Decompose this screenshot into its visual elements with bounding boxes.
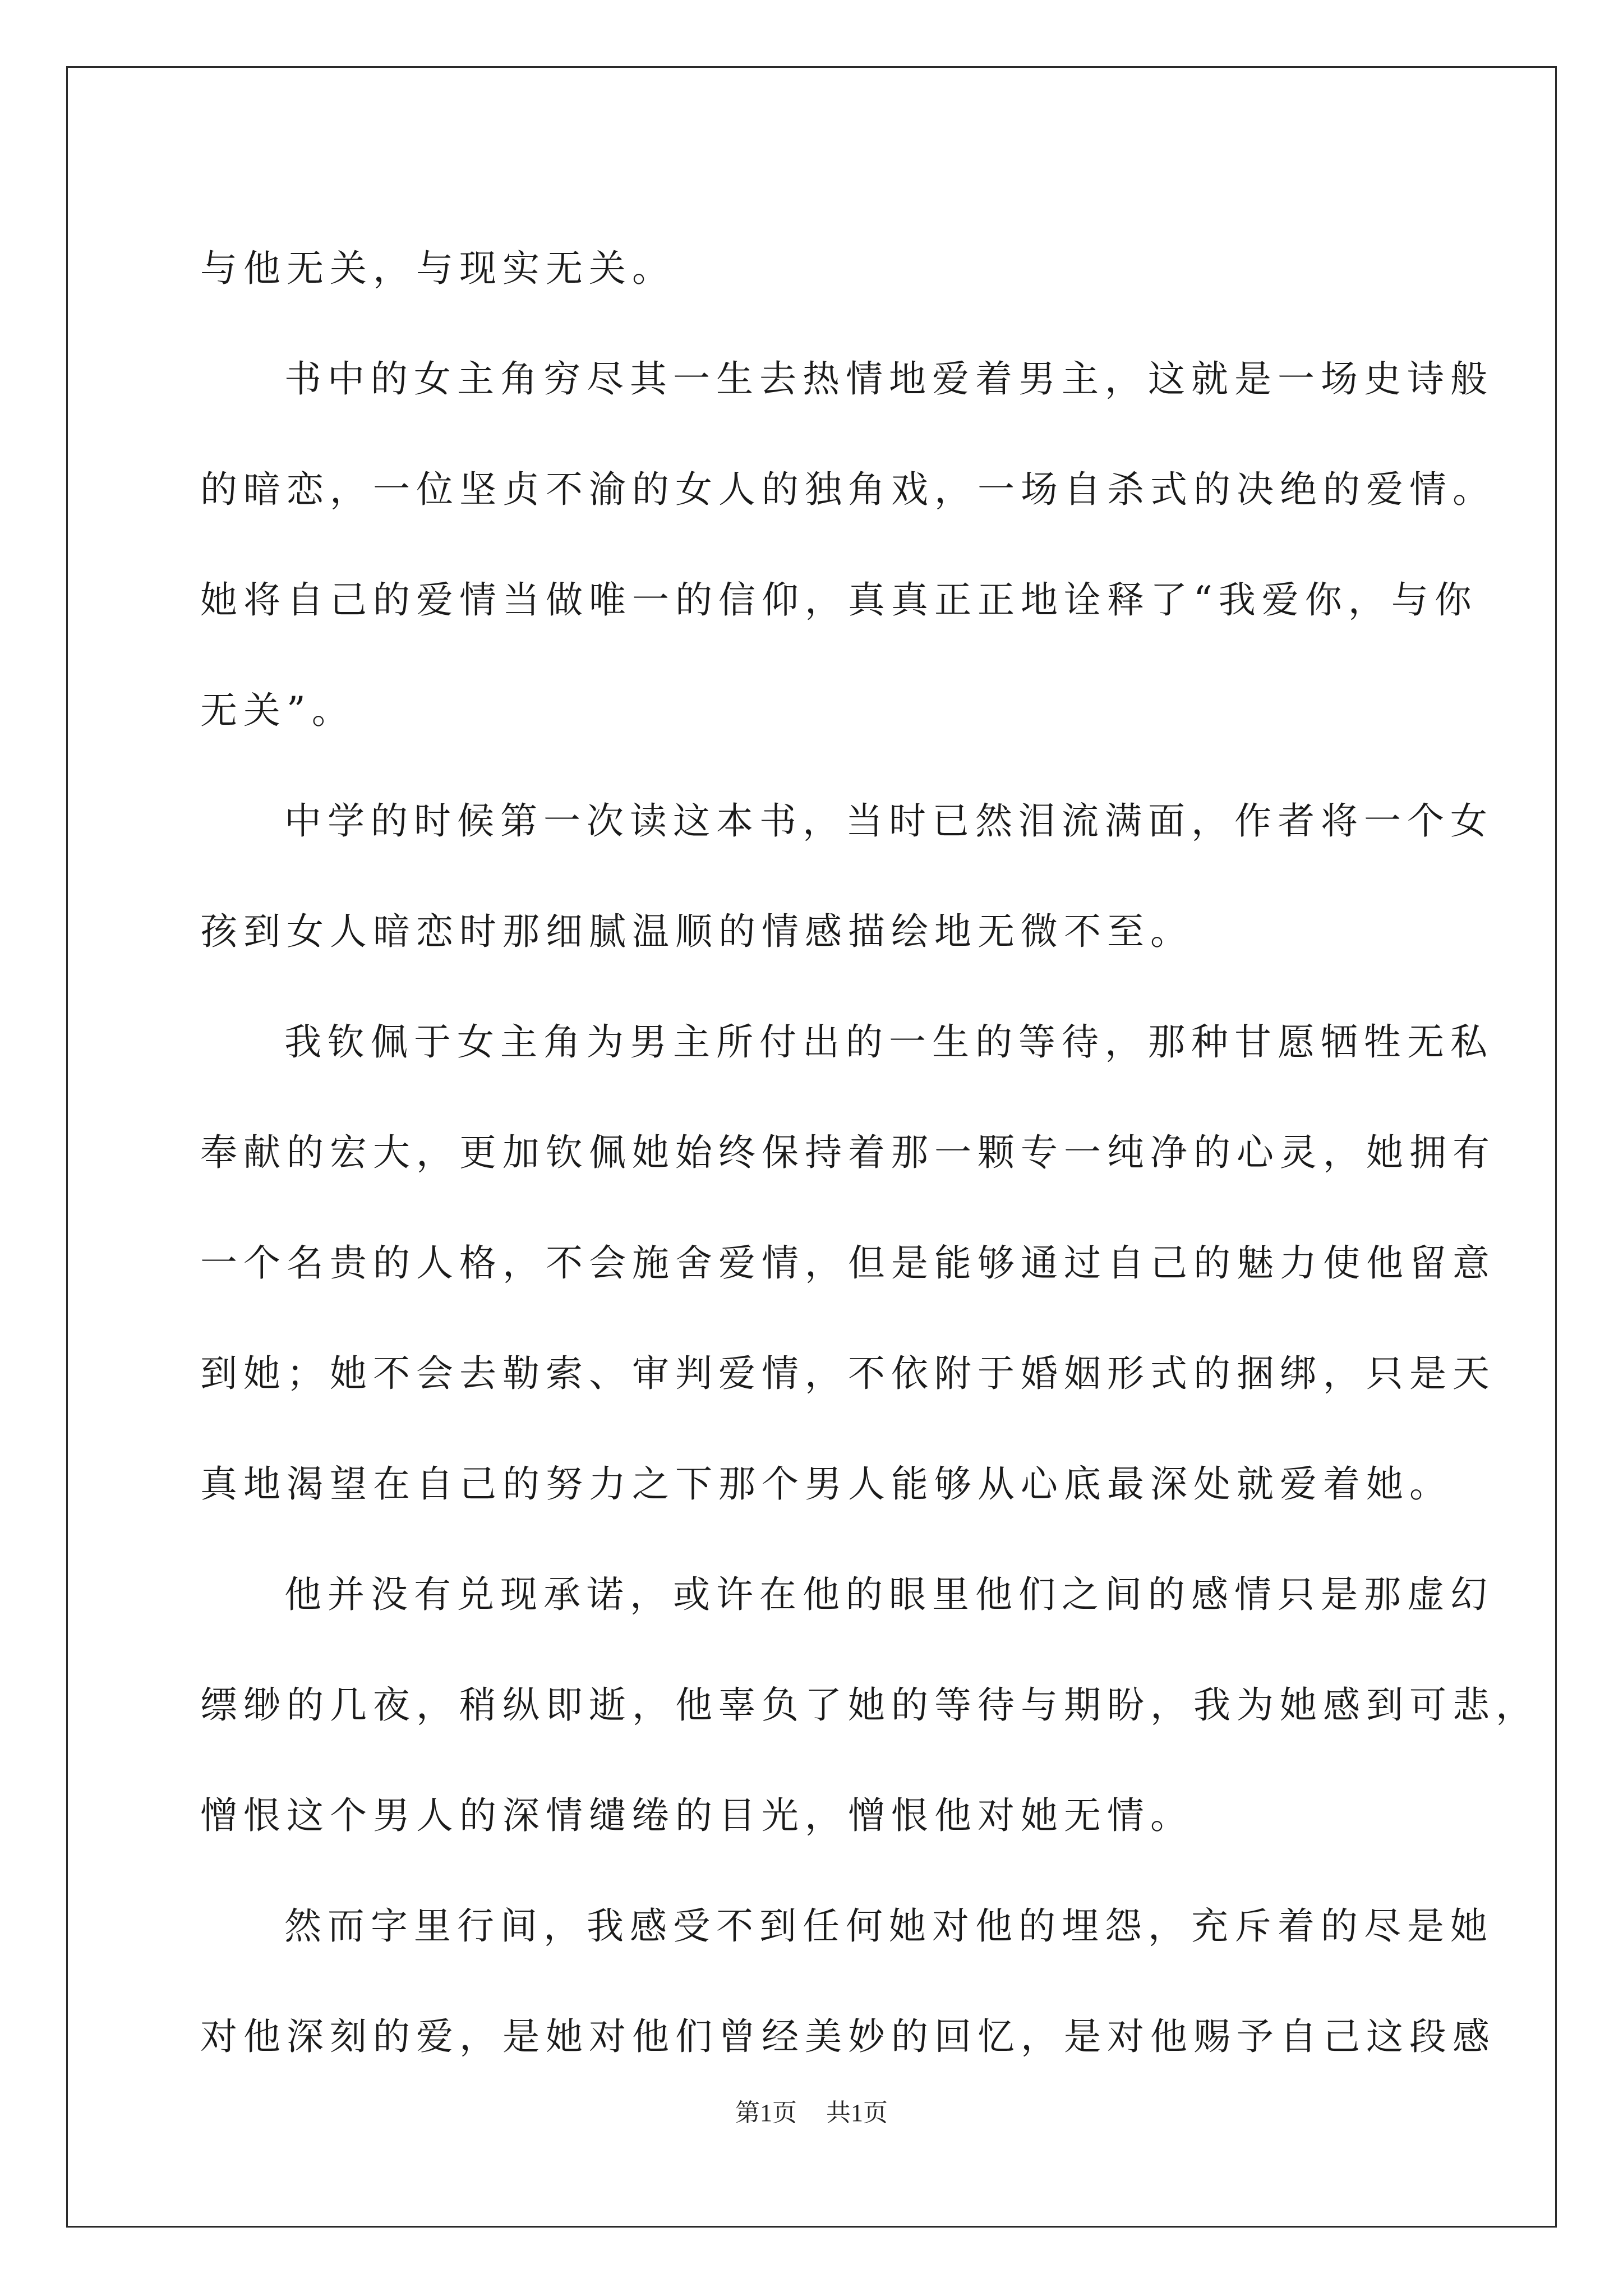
- paragraph: [200, 324, 1496, 766]
- page-number: 第1页: [735, 2099, 797, 2127]
- text-line: 憎恨这个男人的深情缱绻的目光，憎恨他对她无情。: [200, 1794, 1193, 1837]
- text-line: 到她；她不会去勒索、审判爱情，不依附于婚姻形式的捆绑，只是天: [200, 1352, 1496, 1395]
- text-line: 无关”。: [200, 689, 355, 732]
- page-footer: [0, 2092, 1623, 2128]
- paragraph: [200, 1871, 1496, 2092]
- text-line: 一个名贵的人格，不会施舍爱情，但是能够通过自己的魅力使他留意: [200, 1241, 1496, 1285]
- text-line: 书中的女主角穷尽其一生去热情地爱着男主，这就是一场史诗般: [284, 357, 1493, 401]
- text-line: 奉献的宏大，更加钦佩她始终保持着那一颗专一纯净的心灵，她拥有: [200, 1131, 1496, 1174]
- paragraph: [200, 987, 1496, 1539]
- text-line: 然而字里行间，我感受不到任何她对他的埋怨，充斥着的尽是她: [284, 1904, 1493, 1948]
- text-line: 真地渴望在自己的努力之下那个男人能够从心底最深处就爱着她。: [200, 1462, 1453, 1506]
- text-line: 对他深刻的爱，是她对他们曾经美妙的回忆，是对他赐予自己这段感: [200, 2015, 1496, 2058]
- text-line: 孩到女人暗恋时那细腻温顺的情感描绘地无微不至。: [200, 910, 1193, 953]
- text-line: 我钦佩于女主角为男主所付出的一生的等待，那种甘愿牺牲无私: [284, 1020, 1493, 1064]
- text-line: 的暗恋，一位坚贞不渝的女人的独角戏，一场自杀式的决绝的爱情。: [200, 468, 1496, 511]
- text-line: 中学的时候第一次读这本书，当时已然泪流满面，作者将一个女: [284, 799, 1493, 843]
- page-total: 共1页: [826, 2099, 888, 2127]
- text-line: 他并没有兑现承诺，或许在他的眼里他们之间的感情只是那虚幻: [284, 1573, 1493, 1616]
- paragraph: [200, 766, 1493, 987]
- text-line: 与他无关，与现实无关。: [200, 247, 675, 290]
- text-line: 她将自己的爱情当做唯一的信仰，真真正正地诠释了“我爱你，与你: [200, 578, 1478, 622]
- document-body: [200, 213, 1539, 2092]
- paragraph: [200, 1539, 1539, 1871]
- paragraph: [200, 213, 1434, 324]
- text-line: 缥缈的几夜，稍纵即逝，他辜负了她的等待与期盼，我为她感到可悲，: [200, 1683, 1539, 1727]
